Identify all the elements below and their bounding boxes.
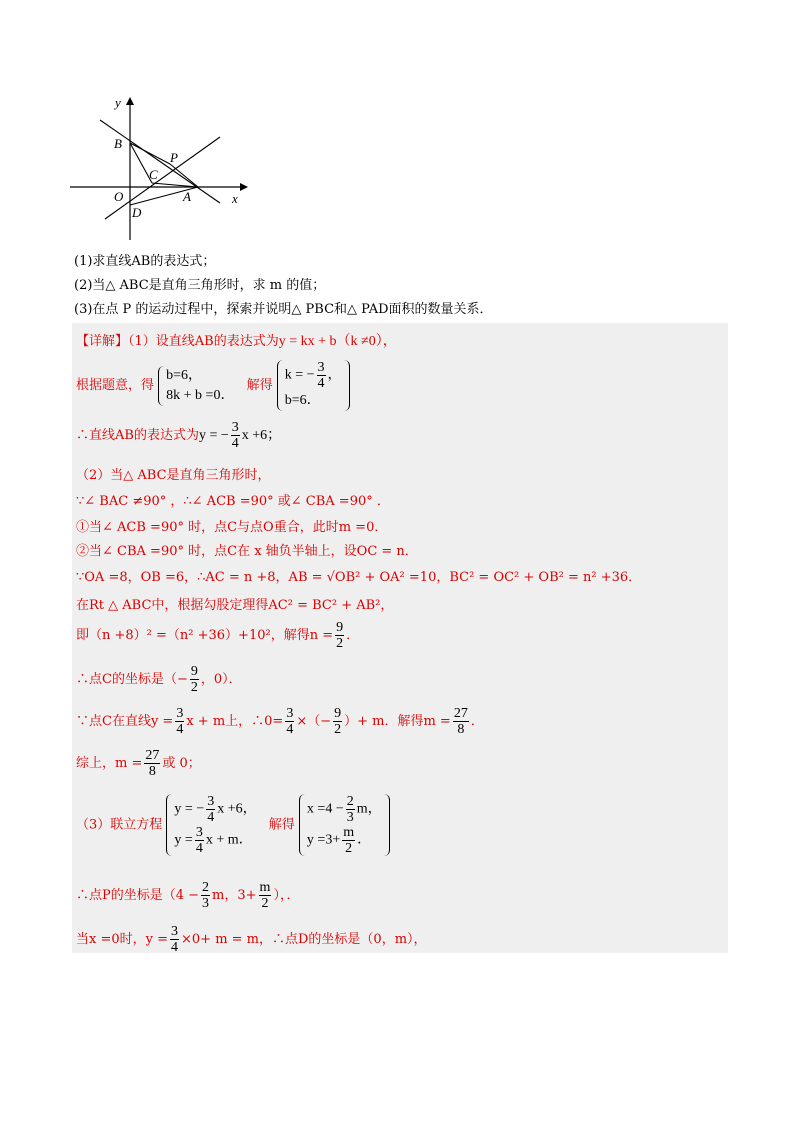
solution-line-9: 在Rt △ ABC中，根据勾股定理得AC² = BC² + AB²， [76, 598, 394, 613]
label-c: C [149, 167, 158, 182]
solution-system-1: k = − $\frac{3}{4}$ ， b=6． [277, 360, 350, 411]
solution-line-8: ∵OA =8，OB =6，∴AC = n +8，AB = √OB² + OA² =10，BC² = OC² + OB² = n² +36． [76, 570, 642, 585]
solution-line-7: ②当∠ CBA =90° 时，点C在 x 轴负半轴上，设OC = n． [76, 544, 418, 559]
y-axis-arrow [126, 97, 134, 105]
label-o: O [114, 189, 124, 204]
solution-line-3: ∴直线AB的表达式为y = − $\frac{3}{4}$ x +6； [76, 420, 282, 451]
line-dp [105, 137, 220, 219]
label-b: B [114, 136, 122, 151]
solution-line-12: ∵点C在直线y = $\frac{3}{4}$ x + m上，∴0= $\frac{3}{4}$ ×（− $\frac{9}{2}$ ）+ m．解得m = $\frac{27}{8}$ ． [76, 706, 484, 737]
label-d: D [132, 205, 142, 220]
question-3: (3)在点 P 的运动过程中，探索并说明△ PBC和△ PAD面积的数量关系． [74, 302, 493, 317]
label-a: A [183, 189, 191, 204]
equation-system-2: y = − $\frac{3}{4}$ x +6， y = $\frac{3}{4}$ x + m． [166, 794, 264, 856]
coordinate-figure [70, 95, 250, 240]
detail-tag: 【详解】 [76, 334, 129, 349]
question-1: (1)求直线AB的表达式； [74, 254, 216, 269]
solution-line-1: 【详解】（1）设直线AB的表达式为y = kx + b（k ≠0）， [76, 334, 397, 349]
solution-line-6: ①当∠ ACB =90° 时，点C与点O重合，此时m =0． [76, 520, 388, 535]
label-p: P [170, 150, 178, 165]
solution-line-15: ∴点P的坐标是（4 − $\frac{2}{3}$ m，3+ $\frac{m}{2}$ ），． [76, 880, 300, 911]
x-axis-arrow [240, 183, 248, 191]
label-y: y [115, 95, 121, 110]
solution-line-13: 综上，m = $\frac{27}{8}$ 或 0； [76, 748, 201, 779]
solution-line-10: 即（n +8）² =（n² +36）+10²，解得n = $\frac{9}{2}$ ． [76, 620, 360, 651]
label-x: x [232, 191, 238, 206]
solution-line-5: ∵∠ BAC ≠90° ，∴∠ ACB =90° 或∠ CBA =90° ． [76, 494, 390, 509]
solution-line-14: （3）联立方程 y = − $\frac{3}{4}$ x +6， y = $\frac{3}{4}$ x + m． 解得 x =4 − $\frac{2}{3}$ m， y =3+ $\frac{m}{2}$ ． [76, 794, 390, 856]
solution-line-16: 当x =0时，y = $\frac{3}{4}$ ×0+ m = m，∴点D的坐标是（0，m）， [76, 924, 427, 955]
segment-pa [170, 164, 198, 187]
question-2: (2)当△ ABC是直角三角形时，求 m 的值； [74, 278, 326, 293]
solution-line-11: ∴点C的坐标是（− $\frac{9}{2}$ ，0）． [76, 664, 242, 695]
solution-line-2: 根据题意，得 b=6， 8k + b =0． 解得 k = − $\frac{3}{4}$ ， b=6． [76, 360, 350, 411]
equation-system-1: b=6， 8k + b =0． [158, 366, 242, 406]
solution-line-4: （2）当△ ABC是直角三角形时， [76, 468, 271, 483]
solution-system-2: x =4 − $\frac{2}{3}$ m， y =3+ $\frac{m}{2}$ ． [299, 794, 390, 856]
